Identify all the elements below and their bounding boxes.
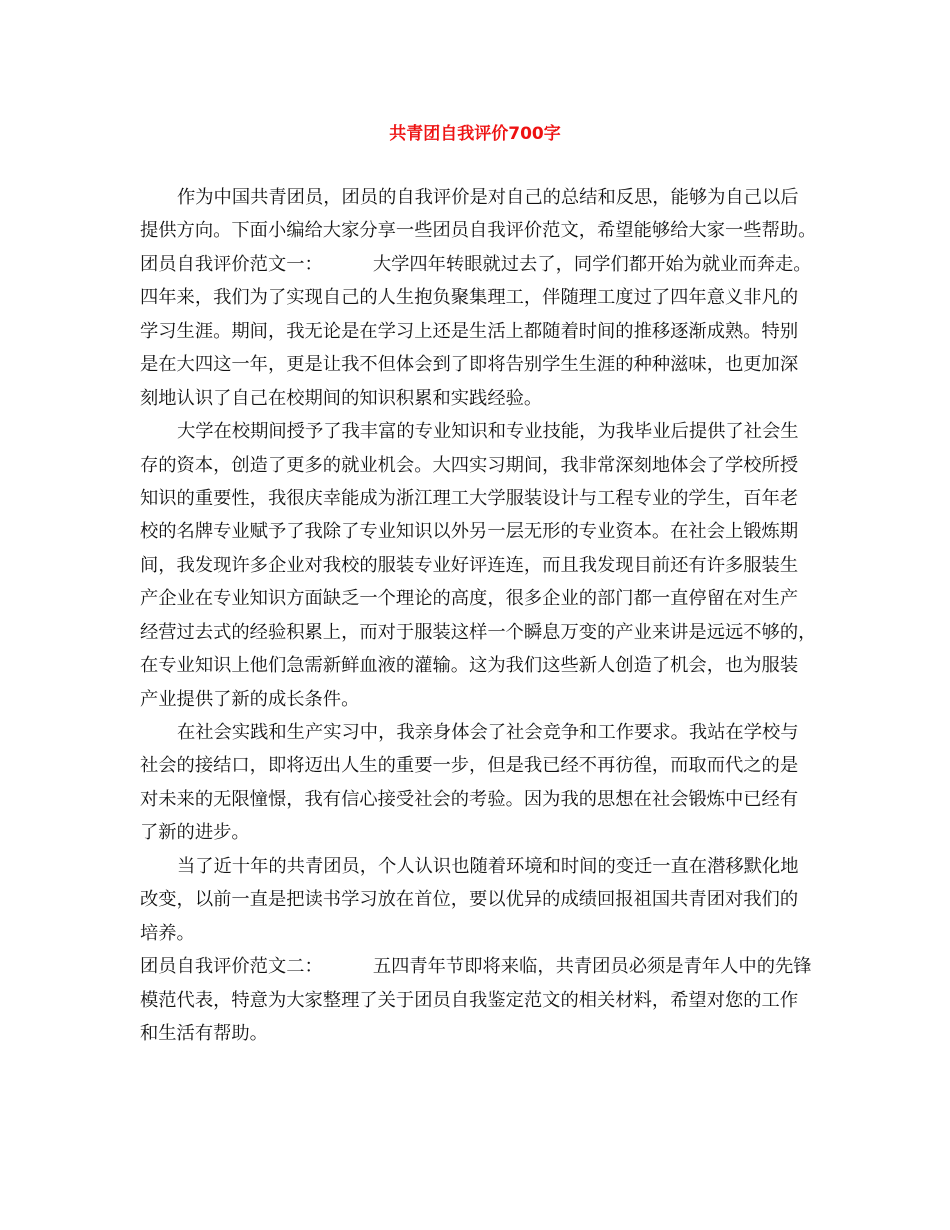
line-text: 社会的接结口，即将迈出人生的重要一步，但是我已经不再彷徨，而取而代之的是 bbox=[140, 755, 799, 777]
line-text: 知识的重要性，我很庆幸能成为浙江理工大学服装设计与工程专业的学生，百年老 bbox=[140, 487, 799, 509]
text-line bbox=[140, 248, 824, 281]
text-line bbox=[140, 582, 824, 615]
section-label: 团员自我评价范文二： bbox=[140, 956, 323, 978]
text-line bbox=[140, 850, 824, 883]
text-line bbox=[140, 683, 824, 716]
line-text: 产业提供了新的成长条件。 bbox=[140, 688, 360, 710]
text-line bbox=[140, 616, 824, 649]
text-line bbox=[140, 382, 824, 415]
text-line bbox=[140, 449, 824, 482]
line-text: 改变，以前一直是把读书学习放在首位，要以优异的成绩回报祖国共青团对我们的 bbox=[140, 889, 799, 911]
text-line bbox=[140, 281, 824, 314]
section-label: 团员自我评价范文一： bbox=[140, 253, 323, 275]
line-text: 经营过去式的经验积累上，而对于服装这样一个瞬息万变的产业来讲是远远不够的， bbox=[140, 621, 817, 643]
line-text: 提供方向。下面小编给大家分享一些团员自我评价范文，希望能够给大家一些帮助。 bbox=[140, 220, 817, 242]
line-text: 在专业知识上他们急需新鲜血液的灌输。这为我们这些新人创造了机会，也为服装 bbox=[140, 655, 799, 677]
text-line bbox=[140, 415, 824, 448]
document-body bbox=[140, 181, 824, 1050]
text-line bbox=[140, 917, 824, 950]
line-text: 和生活有帮助。 bbox=[140, 1022, 268, 1044]
text-line bbox=[140, 950, 824, 983]
line-text: 作为中国共青团员，团员的自我评价是对自己的总结和反思，能够为自己以后 bbox=[177, 187, 799, 208]
text-line bbox=[140, 549, 824, 582]
line-text: 校的名牌专业赋予了我除了专业知识以外另一层无形的专业资本。在社会上锻炼期 bbox=[140, 521, 799, 543]
line-text: 学习生涯。期间，我无论是在学习上还是生活上都随着时间的推移逐渐成熟。特别 bbox=[140, 320, 799, 342]
text-line bbox=[140, 482, 824, 515]
line-text: 了新的进步。 bbox=[140, 822, 250, 844]
line-text: 对未来的无限憧憬，我有信心接受社会的考验。因为我的思想在社会锻炼中已经有 bbox=[140, 788, 799, 810]
line-text: 大学在校期间授予了我丰富的专业知识和专业技能，为我毕业后提供了社会生 bbox=[177, 421, 799, 443]
line-text: 是在大四这一年，更是让我不但体会到了即将告别学生生涯的种种滋味，也更加深 bbox=[140, 354, 799, 376]
text-line bbox=[140, 716, 824, 749]
line-text: 四年来，我们为了实现自己的人生抱负聚集理工，伴随理工度过了四年意义非凡的 bbox=[140, 287, 799, 309]
line-text: 刻地认识了自己在校期间的知识积累和实践经验。 bbox=[140, 387, 543, 409]
text-line bbox=[140, 315, 824, 348]
line-text: 模范代表，特意为大家整理了关于团员自我鉴定范文的相关材料，希望对您的工作 bbox=[140, 989, 799, 1011]
text-line bbox=[140, 515, 824, 548]
line-text: 产企业在专业知识方面缺乏一个理论的高度，很多企业的部门都一直停留在对生产 bbox=[140, 588, 799, 610]
text-line bbox=[140, 181, 824, 214]
line-text: 间，我发现许多企业对我校的服装专业好评连连，而且我发现目前还有许多服装生 bbox=[140, 554, 799, 576]
text-line bbox=[140, 984, 824, 1017]
text-line bbox=[140, 783, 824, 816]
text-line bbox=[140, 649, 824, 682]
text-line bbox=[140, 1017, 824, 1050]
document-title: 共青团自我评价700字 bbox=[389, 124, 561, 144]
text-line bbox=[140, 348, 824, 381]
line-text: 当了近十年的共青团员，个人认识也随着环境和时间的变迁一直在潜移默化地 bbox=[177, 855, 799, 877]
text-line bbox=[140, 214, 824, 247]
line-text: 在社会实践和生产实习中，我亲身体会了社会竞争和工作要求。我站在学校与 bbox=[177, 722, 799, 743]
line-text: 存的资本，创造了更多的就业机会。大四实习期间，我非常深刻地体会了学校所授 bbox=[140, 454, 799, 476]
text-line bbox=[140, 749, 824, 782]
line-text: 大学四年转眼就过去了，同学们都开始为就业而奔走。 bbox=[372, 253, 812, 275]
text-line bbox=[140, 816, 824, 849]
line-text: 培养。 bbox=[140, 922, 195, 944]
text-line bbox=[140, 883, 824, 916]
line-text: 五四青年节即将来临，共青团员必须是青年人中的先锋 bbox=[372, 956, 812, 978]
